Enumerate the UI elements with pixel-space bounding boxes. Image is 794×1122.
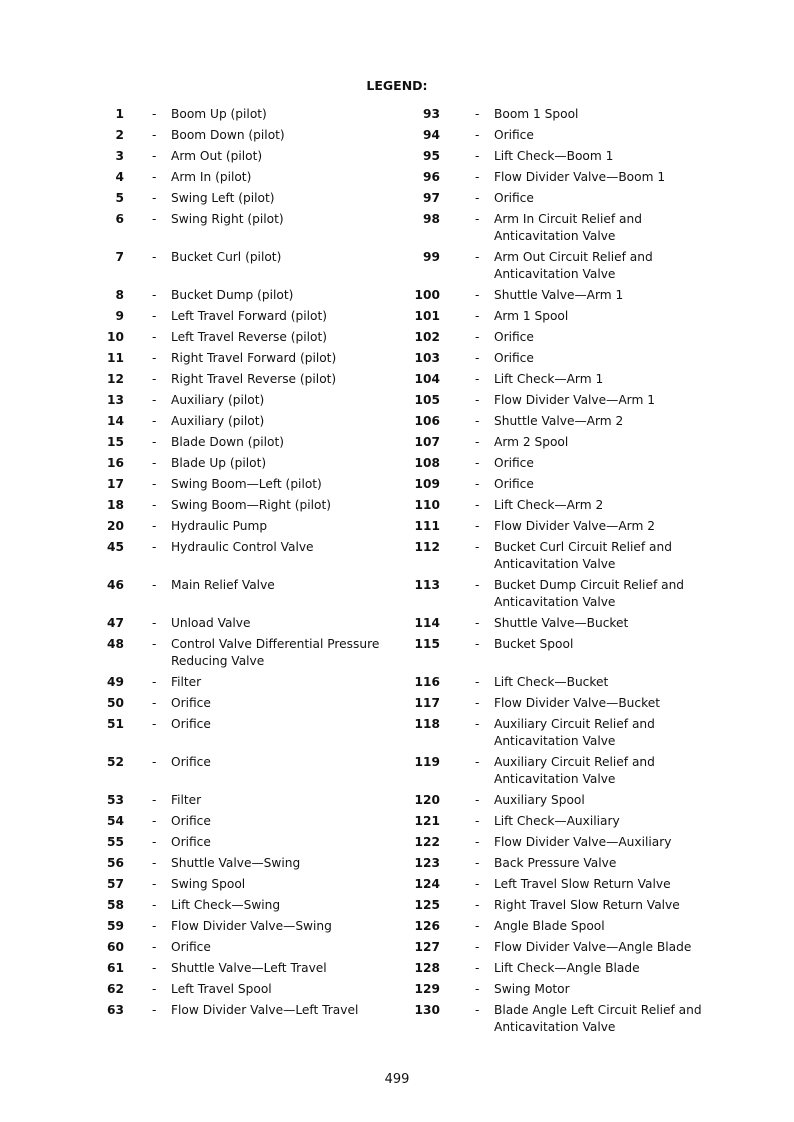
legend-row bbox=[0, 371, 794, 392]
legend-description-right: Orifice bbox=[494, 128, 534, 142]
legend-row bbox=[0, 876, 794, 897]
legend-row bbox=[0, 308, 794, 329]
legend-separator: - bbox=[152, 414, 157, 428]
legend-separator: - bbox=[152, 519, 157, 533]
legend-separator: - bbox=[152, 191, 157, 205]
legend-description-left: Flow Divider Valve—Left Travel bbox=[171, 1003, 359, 1017]
legend-description-right: Blade Angle Left Circuit Relief and Anticavitation Valve bbox=[494, 1003, 702, 1034]
legend-description-right: Flow Divider Valve—Angle Blade bbox=[494, 940, 692, 954]
legend-separator: - bbox=[152, 477, 157, 491]
legend-number-right: 125 bbox=[414, 898, 440, 912]
legend-separator: - bbox=[475, 351, 480, 365]
legend-separator: - bbox=[475, 717, 480, 731]
legend-description-right: Auxiliary Circuit Relief and Anticavitation Valve bbox=[494, 755, 655, 786]
legend-separator: - bbox=[475, 191, 480, 205]
legend-number-right: 110 bbox=[414, 498, 440, 512]
legend-number-left: 57 bbox=[107, 877, 124, 891]
legend-number-right: 115 bbox=[414, 637, 440, 651]
legend-number-right: 117 bbox=[414, 696, 440, 710]
legend-description-left: Blade Down (pilot) bbox=[171, 435, 284, 449]
legend-separator: - bbox=[475, 616, 480, 630]
legend-row bbox=[0, 497, 794, 518]
legend-description-left: Arm In (pilot) bbox=[171, 170, 252, 184]
legend-separator: - bbox=[152, 696, 157, 710]
legend-description-right: Swing Motor bbox=[494, 982, 570, 996]
legend-number-left: 11 bbox=[107, 351, 124, 365]
legend-number-right: 113 bbox=[414, 578, 440, 592]
legend-separator: - bbox=[152, 578, 157, 592]
legend-number-left: 62 bbox=[107, 982, 124, 996]
legend-description-left: Bucket Curl (pilot) bbox=[171, 250, 282, 264]
legend-description-left: Control Valve Differential Pressure Reducing Valve bbox=[171, 637, 380, 668]
legend-separator: - bbox=[152, 107, 157, 121]
legend-number-right: 100 bbox=[414, 288, 440, 302]
legend-separator: - bbox=[152, 435, 157, 449]
legend-description-right: Boom 1 Spool bbox=[494, 107, 579, 121]
legend-description-right: Orifice bbox=[494, 330, 534, 344]
legend-separator: - bbox=[152, 898, 157, 912]
legend-number-left: 63 bbox=[107, 1003, 124, 1017]
legend-row bbox=[0, 792, 794, 813]
legend-separator: - bbox=[475, 330, 480, 344]
legend-number-left: 18 bbox=[107, 498, 124, 512]
legend-description-left: Bucket Dump (pilot) bbox=[171, 288, 294, 302]
legend-number-right: 119 bbox=[414, 755, 440, 769]
legend-description-left: Flow Divider Valve—Swing bbox=[171, 919, 332, 933]
legend-number-left: 14 bbox=[107, 414, 124, 428]
legend-number-right: 118 bbox=[414, 717, 440, 731]
legend-number-left: 4 bbox=[115, 170, 124, 184]
legend-description-left: Blade Up (pilot) bbox=[171, 456, 267, 470]
legend-description-right: Back Pressure Valve bbox=[494, 856, 617, 870]
legend-number-right: 124 bbox=[414, 877, 440, 891]
legend-number-left: 16 bbox=[107, 456, 124, 470]
legend-separator: - bbox=[475, 793, 480, 807]
legend-number-left: 61 bbox=[107, 961, 124, 975]
legend-separator: - bbox=[475, 519, 480, 533]
legend-description-left: Hydraulic Control Valve bbox=[171, 540, 314, 554]
legend-description-left: Left Travel Reverse (pilot) bbox=[171, 330, 328, 344]
legend-description-right: Lift Check—Boom 1 bbox=[494, 149, 614, 163]
legend-number-left: 15 bbox=[107, 435, 124, 449]
legend-number-right: 127 bbox=[414, 940, 440, 954]
legend-separator: - bbox=[475, 372, 480, 386]
legend-row bbox=[0, 716, 794, 754]
legend-separator: - bbox=[152, 456, 157, 470]
legend-separator: - bbox=[475, 982, 480, 996]
legend-number-right: 93 bbox=[423, 107, 440, 121]
legend-separator: - bbox=[152, 498, 157, 512]
legend-description-right: Lift Check—Arm 2 bbox=[494, 498, 604, 512]
legend-description-right: Lift Check—Arm 1 bbox=[494, 372, 604, 386]
legend-number-left: 17 bbox=[107, 477, 124, 491]
legend-separator: - bbox=[152, 717, 157, 731]
legend-description-left: Arm Out (pilot) bbox=[171, 149, 263, 163]
legend-row bbox=[0, 106, 794, 127]
legend-description-right: Bucket Dump Circuit Relief and Anticavitation Valve bbox=[494, 578, 685, 609]
legend-number-right: 101 bbox=[414, 309, 440, 323]
legend-description-right: Angle Blade Spool bbox=[494, 919, 605, 933]
legend-number-left: 10 bbox=[107, 330, 124, 344]
legend-separator: - bbox=[152, 372, 157, 386]
legend-number-right: 128 bbox=[414, 961, 440, 975]
legend-description-right: Bucket Curl Circuit Relief and Anticavitation Valve bbox=[494, 540, 672, 571]
legend-row bbox=[0, 413, 794, 434]
legend-separator: - bbox=[152, 940, 157, 954]
legend-number-left: 9 bbox=[115, 309, 124, 323]
legend-number-left: 60 bbox=[107, 940, 124, 954]
legend-separator: - bbox=[475, 477, 480, 491]
legend-separator: - bbox=[152, 814, 157, 828]
legend-description-right: Flow Divider Valve—Bucket bbox=[494, 696, 661, 710]
legend-description-left: Orifice bbox=[171, 814, 211, 828]
legend-description-right: Orifice bbox=[494, 191, 534, 205]
legend-row bbox=[0, 981, 794, 1002]
legend-separator: - bbox=[475, 637, 480, 651]
legend-separator: - bbox=[152, 616, 157, 630]
legend-number-left: 53 bbox=[107, 793, 124, 807]
legend-separator: - bbox=[475, 755, 480, 769]
legend-number-right: 98 bbox=[423, 212, 440, 226]
legend-separator: - bbox=[475, 696, 480, 710]
legend-description-right: Flow Divider Valve—Arm 2 bbox=[494, 519, 655, 533]
legend-number-right: 121 bbox=[414, 814, 440, 828]
legend-separator: - bbox=[475, 212, 480, 226]
legend-row bbox=[0, 636, 794, 674]
legend-separator: - bbox=[152, 793, 157, 807]
legend-number-right: 104 bbox=[414, 372, 440, 386]
legend-number-left: 5 bbox=[115, 191, 124, 205]
legend-separator: - bbox=[475, 961, 480, 975]
legend-number-right: 116 bbox=[414, 675, 440, 689]
legend-row bbox=[0, 434, 794, 455]
legend-description-right: Left Travel Slow Return Valve bbox=[494, 877, 671, 891]
legend-number-left: 50 bbox=[107, 696, 124, 710]
legend-row bbox=[0, 476, 794, 497]
legend-separator: - bbox=[475, 540, 480, 554]
legend-row bbox=[0, 518, 794, 539]
legend-number-right: 103 bbox=[414, 351, 440, 365]
legend-number-left: 49 bbox=[107, 675, 124, 689]
legend-number-left: 51 bbox=[107, 717, 124, 731]
legend-number-right: 126 bbox=[414, 919, 440, 933]
legend-separator: - bbox=[475, 107, 480, 121]
legend-separator: - bbox=[475, 414, 480, 428]
legend-number-left: 59 bbox=[107, 919, 124, 933]
legend-number-right: 109 bbox=[414, 477, 440, 491]
legend-description-left: Orifice bbox=[171, 835, 211, 849]
legend-description-left: Filter bbox=[171, 675, 202, 689]
legend-separator: - bbox=[475, 250, 480, 264]
legend-row bbox=[0, 577, 794, 615]
legend-number-left: 46 bbox=[107, 578, 124, 592]
legend-row bbox=[0, 918, 794, 939]
legend-number-left: 56 bbox=[107, 856, 124, 870]
legend-separator: - bbox=[152, 309, 157, 323]
legend-description-right: Lift Check—Angle Blade bbox=[494, 961, 640, 975]
legend-number-left: 45 bbox=[107, 540, 124, 554]
legend-separator: - bbox=[152, 877, 157, 891]
legend-description-left: Swing Boom—Right (pilot) bbox=[171, 498, 331, 512]
legend-row bbox=[0, 754, 794, 792]
legend-separator: - bbox=[475, 578, 480, 592]
legend-number-left: 12 bbox=[107, 372, 124, 386]
legend-row bbox=[0, 211, 794, 249]
legend-separator: - bbox=[152, 835, 157, 849]
legend-number-left: 20 bbox=[107, 519, 124, 533]
legend-separator: - bbox=[152, 149, 157, 163]
legend-separator: - bbox=[152, 393, 157, 407]
legend-row bbox=[0, 960, 794, 981]
legend-row bbox=[0, 169, 794, 190]
legend-number-right: 99 bbox=[423, 250, 440, 264]
legend-separator: - bbox=[475, 498, 480, 512]
legend-description-right: Orifice bbox=[494, 477, 534, 491]
legend-separator: - bbox=[152, 675, 157, 689]
legend-number-left: 1 bbox=[115, 107, 124, 121]
legend-table bbox=[0, 106, 794, 1040]
legend-description-left: Boom Down (pilot) bbox=[171, 128, 285, 142]
legend-separator: - bbox=[475, 435, 480, 449]
legend-number-left: 2 bbox=[115, 128, 124, 142]
legend-row bbox=[0, 813, 794, 834]
legend-description-left: Orifice bbox=[171, 940, 211, 954]
legend-separator: - bbox=[152, 919, 157, 933]
legend-row bbox=[0, 939, 794, 960]
legend-row bbox=[0, 897, 794, 918]
legend-separator: - bbox=[152, 128, 157, 142]
legend-row bbox=[0, 287, 794, 308]
legend-number-right: 96 bbox=[423, 170, 440, 184]
legend-number-left: 58 bbox=[107, 898, 124, 912]
legend-description-left: Orifice bbox=[171, 717, 211, 731]
legend-separator: - bbox=[475, 877, 480, 891]
legend-description-left: Auxiliary (pilot) bbox=[171, 393, 265, 407]
legend-separator: - bbox=[152, 1003, 157, 1017]
legend-separator: - bbox=[475, 309, 480, 323]
legend-separator: - bbox=[475, 128, 480, 142]
legend-separator: - bbox=[152, 856, 157, 870]
legend-number-right: 112 bbox=[414, 540, 440, 554]
legend-description-right: Orifice bbox=[494, 351, 534, 365]
legend-row bbox=[0, 834, 794, 855]
legend-separator: - bbox=[475, 856, 480, 870]
legend-description-right: Lift Check—Bucket bbox=[494, 675, 609, 689]
legend-description-left: Shuttle Valve—Swing bbox=[171, 856, 301, 870]
legend-description-right: Flow Divider Valve—Arm 1 bbox=[494, 393, 655, 407]
legend-description-right: Lift Check—Auxiliary bbox=[494, 814, 620, 828]
legend-description-left: Left Travel Spool bbox=[171, 982, 272, 996]
legend-number-left: 7 bbox=[115, 250, 124, 264]
legend-number-right: 95 bbox=[423, 149, 440, 163]
legend-number-right: 102 bbox=[414, 330, 440, 344]
legend-number-right: 111 bbox=[414, 519, 440, 533]
legend-separator: - bbox=[152, 250, 157, 264]
legend-row bbox=[0, 674, 794, 695]
legend-separator: - bbox=[152, 212, 157, 226]
legend-description-right: Arm 1 Spool bbox=[494, 309, 569, 323]
legend-description-left: Main Relief Valve bbox=[171, 578, 275, 592]
legend-description-left: Filter bbox=[171, 793, 202, 807]
legend-row bbox=[0, 350, 794, 371]
legend-number-right: 122 bbox=[414, 835, 440, 849]
legend-number-right: 105 bbox=[414, 393, 440, 407]
legend-description-left: Auxiliary (pilot) bbox=[171, 414, 265, 428]
legend-number-left: 52 bbox=[107, 755, 124, 769]
legend-row bbox=[0, 127, 794, 148]
legend-separator: - bbox=[475, 898, 480, 912]
legend-separator: - bbox=[475, 170, 480, 184]
legend-description-left: Hydraulic Pump bbox=[171, 519, 268, 533]
legend-separator: - bbox=[152, 170, 157, 184]
legend-description-right: Right Travel Slow Return Valve bbox=[494, 898, 680, 912]
legend-description-right: Auxiliary Circuit Relief and Anticavitation Valve bbox=[494, 717, 655, 748]
legend-description-left: Swing Right (pilot) bbox=[171, 212, 284, 226]
legend-description-right: Orifice bbox=[494, 456, 534, 470]
legend-description-left: Swing Spool bbox=[171, 877, 246, 891]
legend-number-left: 54 bbox=[107, 814, 124, 828]
legend-separator: - bbox=[152, 330, 157, 344]
legend-description-left: Right Travel Forward (pilot) bbox=[171, 351, 337, 365]
legend-separator: - bbox=[152, 961, 157, 975]
legend-description-left: Lift Check—Swing bbox=[171, 898, 281, 912]
legend-description-right: Arm Out Circuit Relief and Anticavitation Valve bbox=[494, 250, 653, 281]
legend-separator: - bbox=[475, 835, 480, 849]
legend-description-left: Swing Left (pilot) bbox=[171, 191, 275, 205]
legend-description-left: Shuttle Valve—Left Travel bbox=[171, 961, 327, 975]
legend-row bbox=[0, 855, 794, 876]
legend-number-right: 123 bbox=[414, 856, 440, 870]
legend-row bbox=[0, 1002, 794, 1040]
legend-description-left: Boom Up (pilot) bbox=[171, 107, 267, 121]
legend-row bbox=[0, 392, 794, 413]
legend-description-left: Left Travel Forward (pilot) bbox=[171, 309, 328, 323]
legend-row bbox=[0, 695, 794, 716]
legend-separator: - bbox=[475, 814, 480, 828]
legend-description-left: Swing Boom—Left (pilot) bbox=[171, 477, 322, 491]
legend-separator: - bbox=[152, 288, 157, 302]
legend-separator: - bbox=[475, 1003, 480, 1017]
legend-row bbox=[0, 539, 794, 577]
legend-separator: - bbox=[475, 149, 480, 163]
legend-description-right: Flow Divider Valve—Boom 1 bbox=[494, 170, 666, 184]
legend-number-right: 108 bbox=[414, 456, 440, 470]
legend-number-left: 55 bbox=[107, 835, 124, 849]
legend-separator: - bbox=[475, 940, 480, 954]
legend-description-right: Auxiliary Spool bbox=[494, 793, 585, 807]
legend-row bbox=[0, 615, 794, 636]
legend-row bbox=[0, 455, 794, 476]
legend-number-left: 13 bbox=[107, 393, 124, 407]
legend-row bbox=[0, 148, 794, 169]
legend-row bbox=[0, 329, 794, 350]
legend-separator: - bbox=[475, 456, 480, 470]
legend-separator: - bbox=[475, 675, 480, 689]
legend-number-right: 120 bbox=[414, 793, 440, 807]
legend-number-right: 94 bbox=[423, 128, 440, 142]
legend-description-right: Arm 2 Spool bbox=[494, 435, 569, 449]
legend-description-right: Shuttle Valve—Arm 1 bbox=[494, 288, 624, 302]
legend-description-left: Unload Valve bbox=[171, 616, 251, 630]
legend-number-right: 130 bbox=[414, 1003, 440, 1017]
legend-number-right: 106 bbox=[414, 414, 440, 428]
legend-number-right: 107 bbox=[414, 435, 440, 449]
legend-separator: - bbox=[475, 288, 480, 302]
legend-description-right: Shuttle Valve—Arm 2 bbox=[494, 414, 624, 428]
legend-number-left: 47 bbox=[107, 616, 124, 630]
legend-description-right: Flow Divider Valve—Auxiliary bbox=[494, 835, 672, 849]
legend-number-left: 8 bbox=[115, 288, 124, 302]
legend-description-right: Arm In Circuit Relief and Anticavitation Valve bbox=[494, 212, 642, 243]
legend-description-right: Shuttle Valve—Bucket bbox=[494, 616, 629, 630]
legend-separator: - bbox=[152, 982, 157, 996]
legend-title: LEGEND: bbox=[366, 78, 428, 93]
legend-number-left: 48 bbox=[107, 637, 124, 651]
legend-separator: - bbox=[152, 540, 157, 554]
legend-separator: - bbox=[152, 351, 157, 365]
legend-separator: - bbox=[475, 393, 480, 407]
legend-row bbox=[0, 190, 794, 211]
legend-number-right: 114 bbox=[414, 616, 440, 630]
legend-description-right: Bucket Spool bbox=[494, 637, 574, 651]
legend-description-left: Orifice bbox=[171, 755, 211, 769]
legend-description-left: Right Travel Reverse (pilot) bbox=[171, 372, 337, 386]
legend-separator: - bbox=[152, 637, 157, 651]
legend-number-left: 6 bbox=[115, 212, 124, 226]
legend-number-right: 129 bbox=[414, 982, 440, 996]
legend-row bbox=[0, 249, 794, 287]
page-number: 499 bbox=[384, 1072, 410, 1087]
legend-number-right: 97 bbox=[423, 191, 440, 205]
legend-number-left: 3 bbox=[115, 149, 124, 163]
legend-separator: - bbox=[475, 919, 480, 933]
legend-separator: - bbox=[152, 755, 157, 769]
legend-description-left: Orifice bbox=[171, 696, 211, 710]
